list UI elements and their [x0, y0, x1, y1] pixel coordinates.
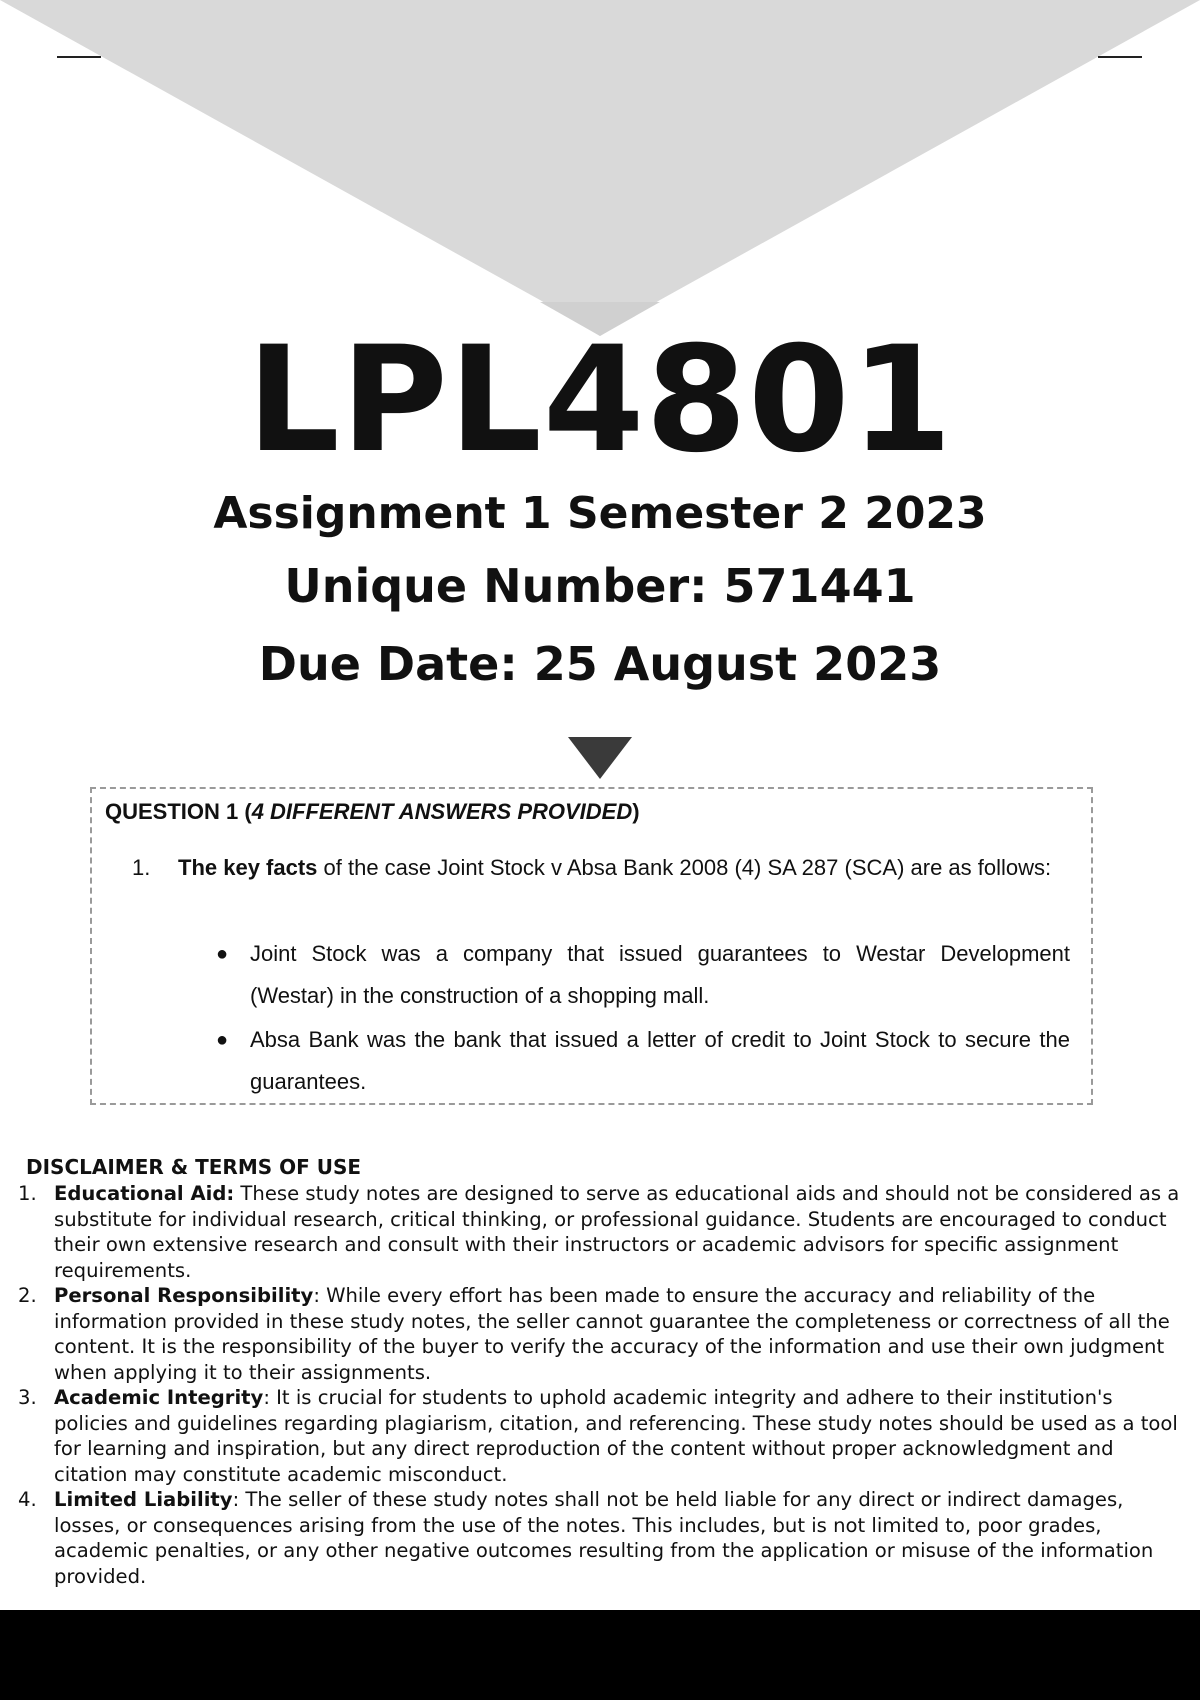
down-arrow-icon [568, 737, 632, 779]
disclaimer-item [18, 1283, 1188, 1385]
disclaimer-item [18, 1487, 1188, 1589]
question-preview-box [90, 787, 1093, 1105]
disclaimer-item-number: 4. [18, 1488, 37, 1511]
disclaimer-item-text: : The seller of these study notes shall not be held liable for any direct or indirect damages, losses, or consequences arising from the use of the notes. This includes, but is not limited to, poor grades, academic penalties, or any other negative outcomes resulting from the application or misuse of the information provided. [54, 1488, 1154, 1588]
assignment-title: Assignment 1 Semester 2 2023 [213, 488, 987, 539]
question-item [132, 847, 1062, 889]
top-banner-chevron [0, 0, 1200, 340]
disclaimer-item-number: 2. [18, 1284, 37, 1307]
disclaimer-title: DISCLAIMER & TERMS OF USE [26, 1155, 362, 1179]
disclaimer-item-number: 3. [18, 1386, 37, 1409]
disclaimer-item-term: Educational Aid: [54, 1182, 235, 1205]
question-item-bold: The key facts [178, 855, 318, 880]
disclaimer-item [18, 1181, 1188, 1283]
corner-line-right [1098, 56, 1142, 58]
bullet-dot-icon: ● [216, 943, 229, 965]
course-code: LPL4801 [246, 315, 954, 485]
bullet-item [216, 1019, 1070, 1103]
due-date: Due Date: 25 August 2023 [258, 637, 942, 691]
question-item-number: 1. [132, 855, 151, 880]
corner-line-left [57, 56, 101, 58]
disclaimer-item-number: 1. [18, 1182, 37, 1205]
disclaimer-item-text: : It is crucial for students to uphold academic integrity and adhere to their institution's policies and guidelines regarding plagiarism, citation, and referencing. These study notes should be used as a tool for learning and inspiration, but any direct reproduction of the content without proper acknowledgment and citation may constitute academic misconduct. [54, 1386, 1178, 1486]
disclaimer-item [18, 1385, 1188, 1487]
disclaimer-item-term: Personal Responsibility [54, 1284, 314, 1307]
disclaimer-item-text: These study notes are designed to serve as educational aids and should not be considered as a substitute for individual research, critical thinking, or professional guidance. Students are encouraged to conduct their own extensive research and consult with their instructors or academic advisors for specific assignment requirements. [54, 1182, 1180, 1282]
bullet-text: Absa Bank was the bank that issued a letter of credit to Joint Stock to secure the guarantees. [250, 1027, 1070, 1094]
bullet-item [216, 933, 1070, 1017]
bullet-dot-icon: ● [216, 1029, 229, 1051]
footer-bar [0, 1610, 1200, 1700]
disclaimer-item-text: : While every effort has been made to ensure the accuracy and reliability of the information provided in these study notes, the seller cannot guarantee the completeness or correctness of all the content. It is the responsibility of the buyer to verify the accuracy of the information and use their own judgment when applying it to their assignments. [54, 1284, 1170, 1384]
unique-number: Unique Number: 571441 [284, 559, 916, 613]
question-title: QUESTION 1 (4 DIFFERENT ANSWERS PROVIDED) [105, 799, 640, 824]
disclaimer-item-term: Academic Integrity [54, 1386, 264, 1409]
disclaimer-item-term: Limited Liability [54, 1488, 233, 1511]
question-title-emphasis: 4 DIFFERENT ANSWERS PROVIDED [251, 799, 633, 824]
bullet-text: Joint Stock was a company that issued guarantees to Westar Development (Westar) in the construction of a shopping mall. [250, 941, 1070, 1008]
question-item-text: The key facts of the case Joint Stock v Absa Bank 2008 (4) SA 287 (SCA) are as follows: [178, 855, 1052, 880]
